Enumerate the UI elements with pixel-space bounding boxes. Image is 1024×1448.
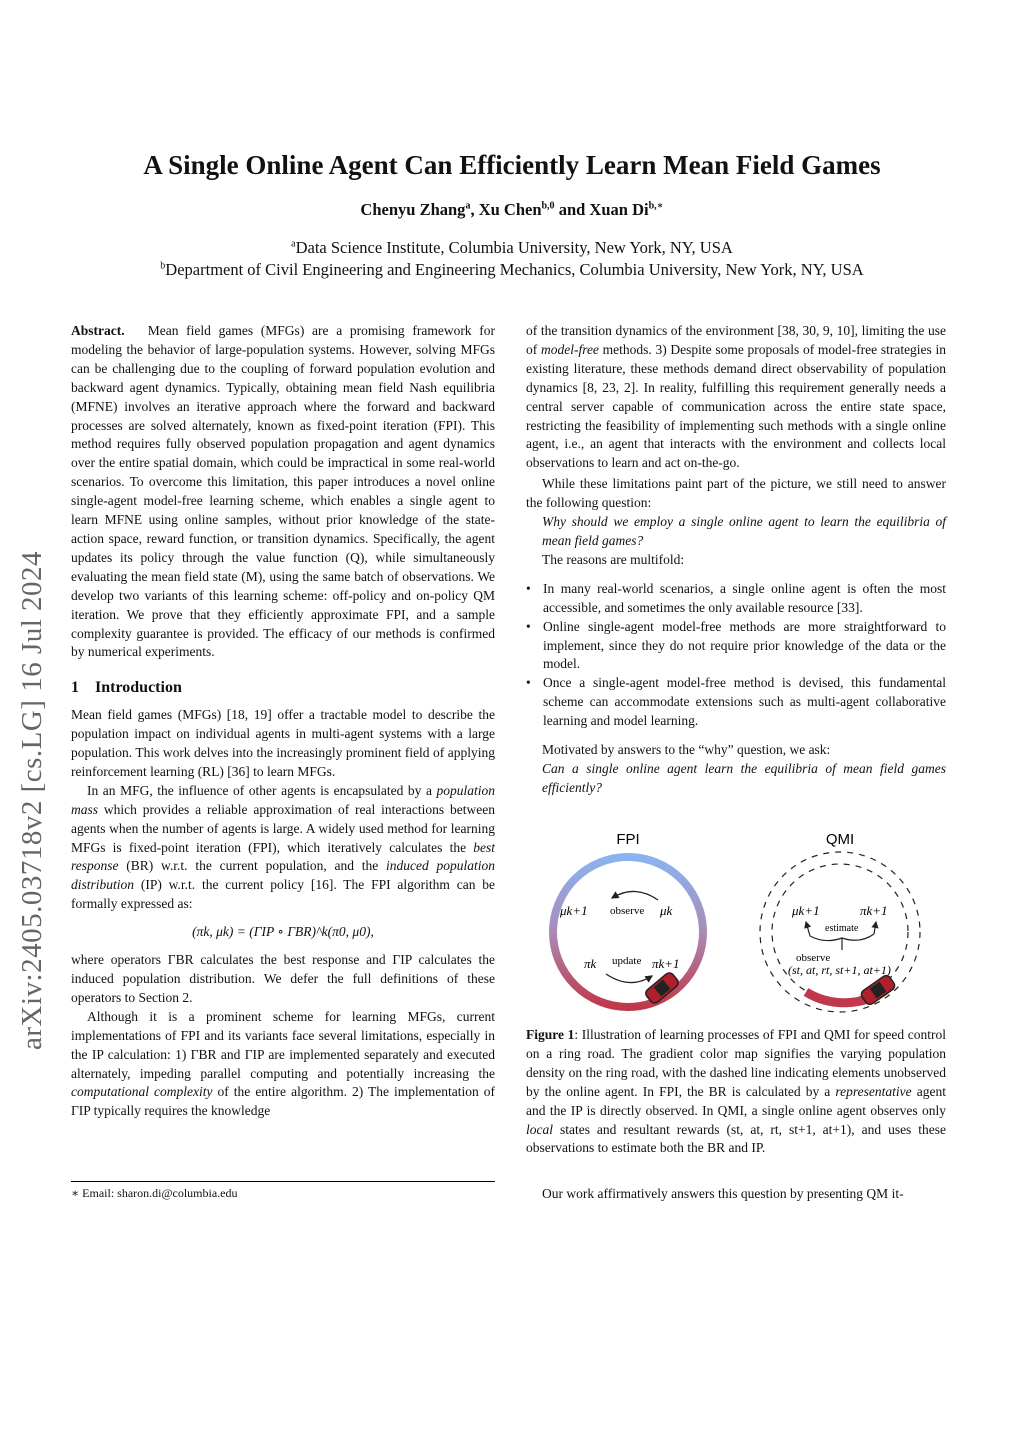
- list-item: • Once a single-agent model-free method is devised, this fundamental scheme can accommodate extensions such as multi-agent collaborative learning and model learning.: [526, 674, 946, 731]
- qmi-estimate-arrow: [806, 922, 810, 936]
- qmi-estimate-label: estimate: [825, 923, 859, 934]
- intro-paragraph: Although it is a prominent scheme for learning MFGs, current implementations of FPI and its variants face several limitations, especially in the IP calculation: 1) ΓBR and ΓIP are implemented separately and executed alternately, impeding parallel computing and potentially increasing the computational complexity of the entire algorithm. 2) The implementation of ΓIP typically requires the knowledge: [71, 1008, 496, 1119]
- body-paragraph: Our work affirmatively answers this question by presenting QM it-: [542, 1186, 904, 1201]
- figure-caption: Figure 1: Illustration of learning processes of FPI and QMI for speed control on a ring road. The gradient color map signifies the varying population density on the ring road, with the dashed line indicating elements unobserved by the online agent. In FPI, the BR is calculated by a representative agent and the IP is directly observed. In QMI, a single online agent observes only local states and resultant rewards (st, at, rt, st+1, at+1), and uses these observations to estimate both the BR and IP.: [526, 1027, 947, 1156]
- right-column: [526, 322, 946, 798]
- list-item: • Online single-agent model-free methods are more straightforward to implement, since they do not require prior knowledge of the data or the model.: [526, 618, 946, 675]
- fpi-ring: [553, 857, 703, 1007]
- question: Why should we employ a single online agent to learn the equilibria of mean field games?: [542, 514, 946, 548]
- author-and: and: [558, 200, 586, 219]
- intro-paragraph: where operators ΓBR calculates the best response and ΓIP calculates the induced population distribution. We defer the full definitions of these operators to Section 2.: [71, 952, 495, 1005]
- car-icon: [859, 974, 896, 1007]
- qmi-observe-label: observe: [796, 952, 831, 964]
- fpi-update-arrow: [606, 974, 652, 983]
- qmi-mu-k1: μk+1: [792, 903, 820, 918]
- fpi-observe-arrow: [612, 891, 658, 900]
- author-sup: b,0: [541, 200, 555, 212]
- author-name: Xuan Di: [589, 200, 649, 219]
- section-heading: 1 Introduction: [71, 679, 182, 697]
- question: Can a single online agent learn the equilibria of mean field games efficiently?: [542, 760, 946, 795]
- intro-paragraph: Mean field games (MFGs) [18, 19] offer a tractable model to describe the population impact on individual agents in multi-agent systems with a large population. This work delves into the increasingly prominent field of applying reinforcement learning (RL) [36] to learn MFGs.: [71, 707, 495, 779]
- abstract: Abstract. Mean field games (MFGs) are a promising framework for modeling the behavior of large-population systems. However, solving MFGs can be challenging due to the coupling of forward population evolution and backward agent dynamics. Typically, obtaining mean field Nash equilibria (MFNE) involves an iterative approach where the forward and backward processes are solved alternately, known as fixed-point iteration (FPI). This method requires fully observed population propagation and agent dynamics over the entire spatial domain, which could be impractical in some real-world scenarios. To overcome this limitation, this paper introduces a novel online single-agent model-free learning scheme, which enables a single agent to learn MFNE using online samples, without prior knowledge of the state-action space, reward function, or transition dynamics. Specifically, the agent updates its policy through the value function (Q), while simultaneously evaluating the mean field state (M), using the same batch of observations. We develop two variants of this learning scheme: off-policy and on-policy QM iteration. We prove that they efficiently approximate FPI, and a sample complexity guarantee is provided. The efficacy of our methods is confirmed by numerical experiments.: [71, 323, 496, 660]
- body-paragraph: While these limitations paint part of the picture, we still need to answer the following question:: [526, 476, 946, 511]
- fpi-pi-k: πk: [584, 956, 597, 971]
- fpi-equation: (πk, μk) = (ΓIP ∘ ΓBR)^k(π0, μ0),: [192, 924, 374, 940]
- caption-label: Figure 1: [526, 1027, 575, 1042]
- reasons-list: [526, 580, 946, 731]
- paper-title: A Single Online Agent Can Efficiently Learn Mean Field Games: [143, 150, 881, 180]
- affiliation: $^a$Data Science Institute, Columbia University, New York, NY, USA: [291, 238, 733, 257]
- body-paragraph: The reasons are multifold:: [542, 551, 685, 567]
- qmi-estimate-brace: [810, 934, 874, 950]
- fpi-observe-label: observe: [610, 905, 645, 917]
- list-item: • In many real-world scenarios, a single online agent is often the most accessible, and sometimes the only available resource [33].: [526, 580, 946, 618]
- fpi-update-label: update: [612, 955, 642, 967]
- arxiv-stamp: arXiv:2405.03718v2 [cs.LG] 16 Jul 2024: [16, 550, 48, 1050]
- fpi-title: FPI: [616, 831, 640, 848]
- affiliation: $^b$Department of Civil Engineering and Engineering Mechanics, Columbia University, New York, NY, USA: [160, 260, 864, 279]
- author-sup: b,∗: [648, 200, 664, 212]
- fpi-pi-k1: πk+1: [652, 956, 680, 971]
- left-column: [71, 322, 495, 1121]
- author-name: Xu Chen: [478, 200, 542, 219]
- qmi-estimate-arrow: [874, 922, 876, 934]
- fpi-mu-k: μk: [660, 903, 673, 918]
- footnote: ∗ Email: sharon.di@columbia.edu: [71, 1186, 238, 1200]
- abstract-label: Abstract.: [71, 323, 125, 338]
- body-paragraph: of the transition dynamics of the environment [38, 30, 9, 10], limiting the use of model-free methods. 3) Despite some proposals of model-free strategies in existing literature, these methods demand direct observability of population dynamics [8, 23, 2]. In reality, fulfilling this requirement generally needs a central server capable of communication across the entire state space, restricting the feasibility of implementing such methods with a single online agent, i.e., an agent that interacts with the environment and collects local observations to learn and act on-the-go.: [526, 323, 947, 471]
- author-sup: a: [465, 200, 471, 212]
- footnote-rule: [71, 1181, 495, 1182]
- qmi-title: QMI: [825, 831, 855, 848]
- qmi-tuple: (st, at, rt, st+1, at+1): [788, 963, 891, 977]
- figure-learning-process: [540, 822, 940, 1027]
- body-paragraph: Motivated by answers to the “why” question, we ask:: [542, 742, 831, 758]
- right-column-continuation: [526, 1185, 946, 1204]
- qmi-pi-k1: πk+1: [860, 903, 888, 918]
- fpi-mu-k1: μk+1: [560, 903, 588, 918]
- intro-paragraph: In an MFG, the influence of other agents is encapsulated by a population mass which provides a reliable approximation of real interactions between agents when the number of agents is large. A widely used method for learning MFGs is fixed-point iteration (FPI), which iteratively calculates the best response (BR) w.r.t. the current population, and the induced population distribution (IP) w.r.t. the current policy [16]. The FPI algorithm can be formally expressed as:: [71, 782, 496, 912]
- author-name: Chenyu Zhang: [360, 200, 466, 219]
- author-list: Chenyu Zhang$^a$, Xu Chen$^{b,0}$ and Xuan $Di^{b,∗}$: [360, 200, 664, 219]
